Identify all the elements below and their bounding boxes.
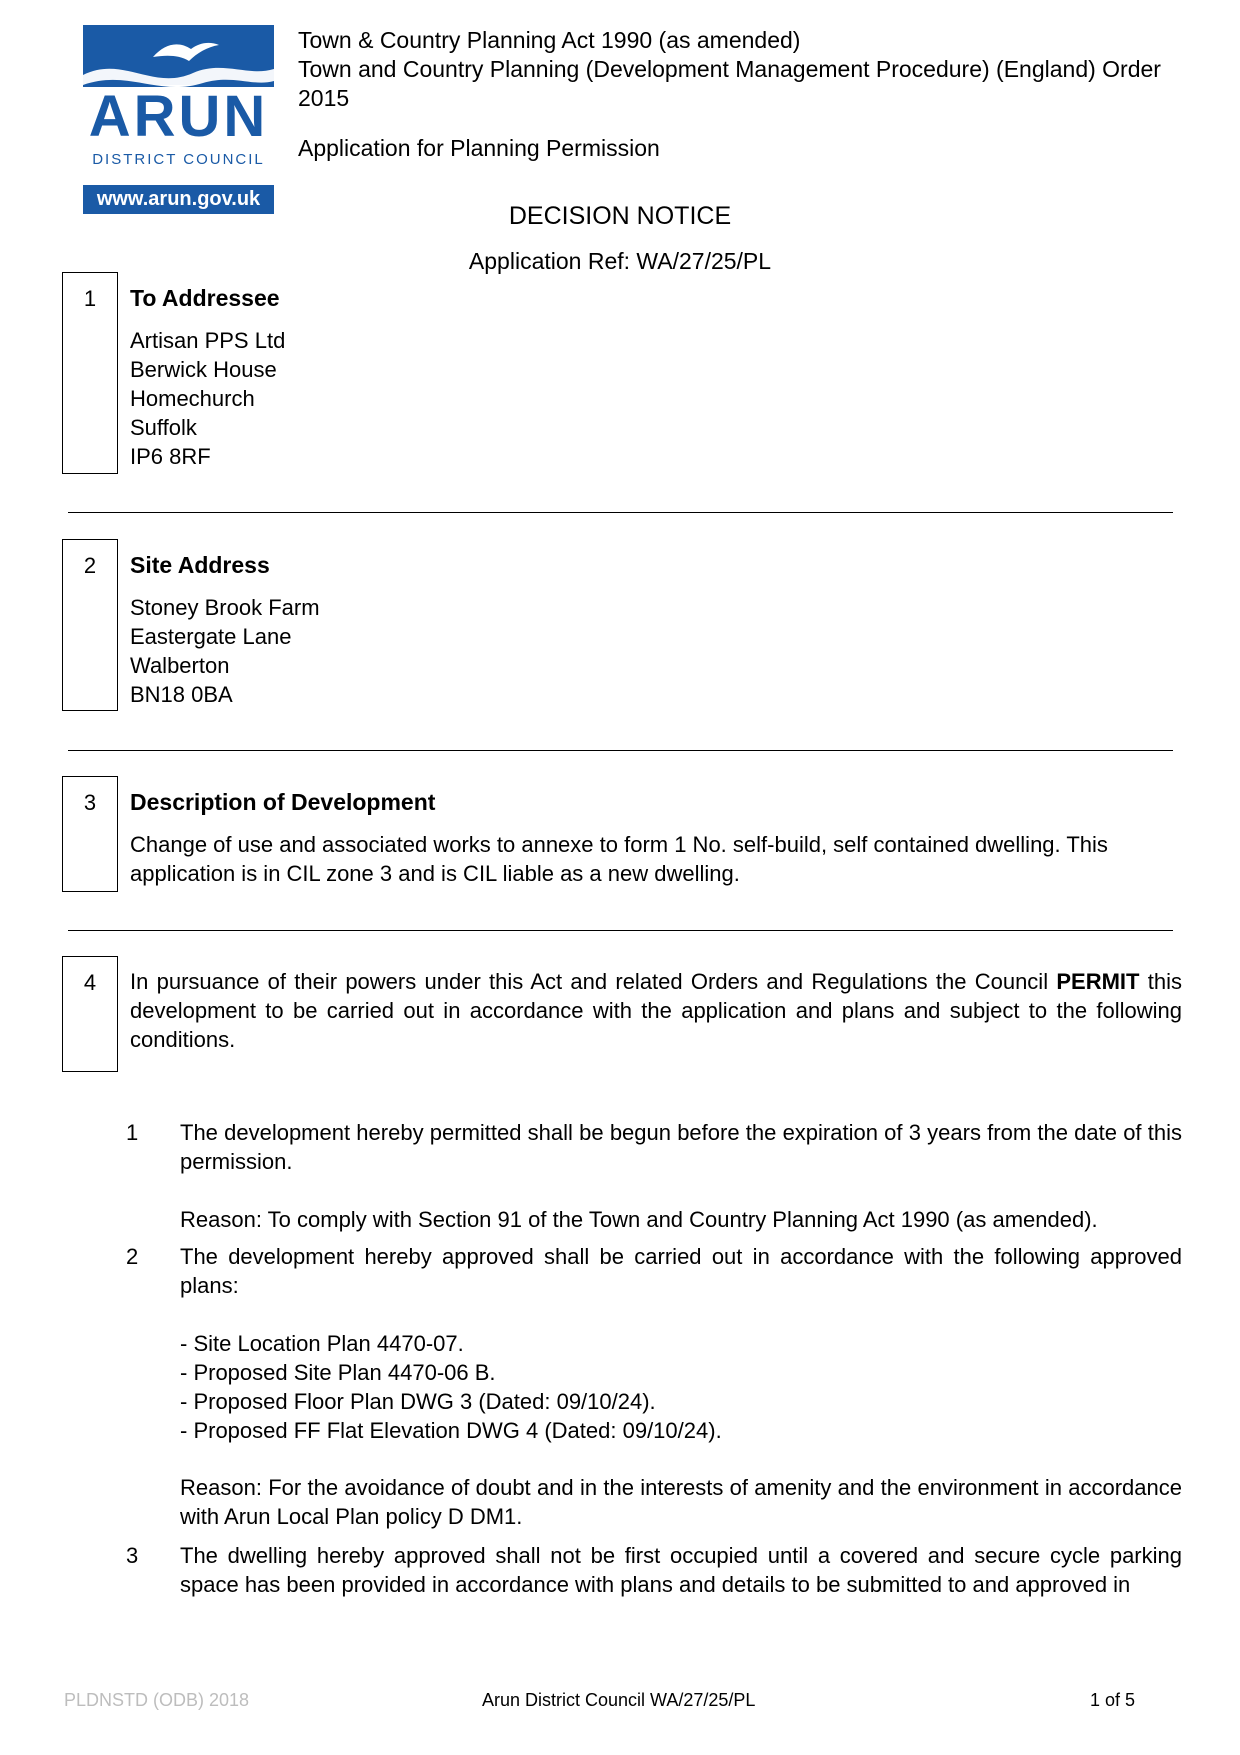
footer-council-ref: Arun District Council WA/27/25/PL [482,1690,756,1710]
logo-name: ARUN [88,84,269,149]
condition-3-text: The dwelling hereby approved shall not be first occupied until a covered and secure cycle parking space has been provided in accordance with plans and details to be submitted to and approved in [180,1543,1182,1597]
decision-text-after: this development to be carried out in accordance with the application and plans and subject to the following conditions. [130,969,1182,1052]
application-type: Application for Planning Permission [298,135,660,161]
condition-1-text: The development hereby permitted shall be begun before the expiration of 3 years from the date of this permission. [180,1120,1182,1174]
decision-word: PERMIT [1056,969,1140,994]
section-4-number: 4 [83,970,97,995]
site-address [130,593,320,709]
address-line: Artisan PPS Ltd [130,328,286,353]
arun-logo [83,25,274,215]
plan-item: - Proposed FF Flat Elevation DWG 4 (Dated: 09/10/24). [180,1418,722,1443]
site-heading: Site Address [130,552,270,578]
divider [68,930,1173,931]
decision-text-before: In pursuance of their powers under this Act and related Orders and Regulations the Council [130,969,1057,994]
divider [68,750,1173,751]
address-line: Berwick House [130,357,277,382]
footer-page-number: 1 of 5 [1090,1690,1136,1710]
condition-2-text: The development hereby approved shall be carried out in accordance with the following approved plans: [180,1244,1182,1298]
address-line: Eastergate Lane [130,624,292,649]
address-line: Homechurch [130,386,255,411]
condition-3-number: 3 [126,1543,139,1568]
decision-text [130,967,1182,1054]
section-1-number: 1 [83,286,97,311]
addressee-heading: To Addressee [130,285,280,311]
description-heading: Description of Development [130,789,436,815]
condition-1-number: 1 [126,1120,139,1145]
logo-url: www.arun.gov.uk [83,185,274,214]
description-text: Change of use and associated works to annexe to form 1 No. self-build, self contained dwelling. This application is in CIL zone 3 and is CIL liable as a new dwelling. [130,832,1108,886]
address-line: Suffolk [130,415,197,440]
application-ref: Application Ref: WA/27/25/PL [468,248,772,274]
footer-form-code: PLDNSTD (ODB) 2018 [64,1690,250,1710]
address-line: BN18 0BA [130,682,233,707]
order-line-1: Town and Country Planning (Development Management Procedure) (England) Order [298,56,1161,82]
notice-title: DECISION NOTICE [508,202,732,230]
section-3-number: 3 [83,790,97,815]
logo-subtitle: DISTRICT COUNCIL [92,151,265,168]
act-line: Town & Country Planning Act 1990 (as amended) [298,27,801,53]
address-line: Stoney Brook Farm [130,595,320,620]
order-line-2: 2015 [298,85,350,111]
plan-item: - Proposed Floor Plan DWG 3 (Dated: 09/10/24). [180,1389,656,1414]
addressee-address [130,326,285,471]
condition-2-number: 2 [126,1244,139,1269]
address-line: IP6 8RF [130,444,211,469]
plan-item: - Site Location Plan 4470-07. [180,1331,464,1356]
address-line: Walberton [130,653,230,678]
section-2-number: 2 [83,553,97,578]
condition-1-reason: Reason: To comply with Section 91 of the Town and Country Planning Act 1990 (as amended). [180,1207,1098,1232]
plan-item: - Proposed Site Plan 4470-06 B. [180,1360,496,1385]
condition-2-plans [180,1329,1182,1445]
divider [68,512,1173,513]
condition-2-reason: Reason: For the avoidance of doubt and in the interests of amenity and the environment in accordance with Arun Local Plan policy D DM1. [180,1475,1182,1529]
